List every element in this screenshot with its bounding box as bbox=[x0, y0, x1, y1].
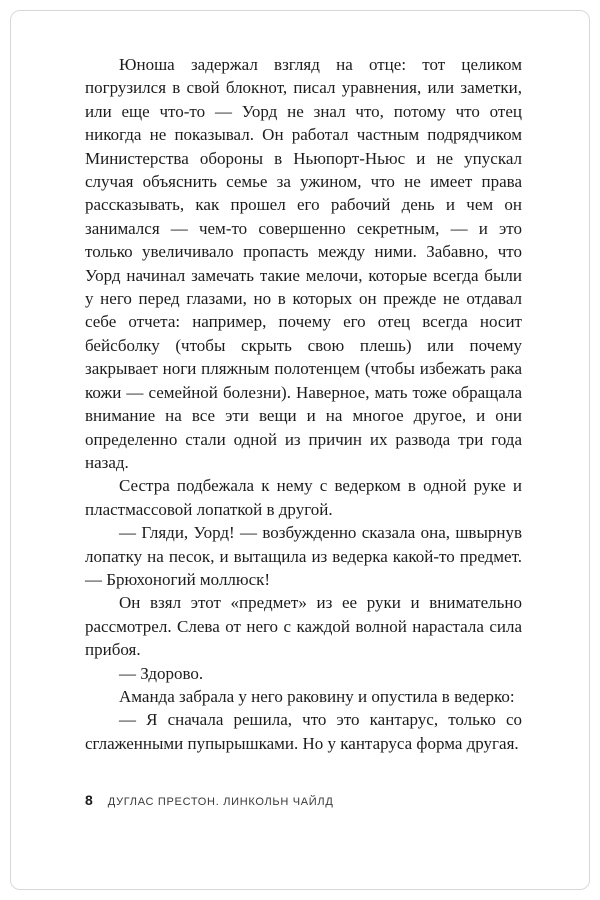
paragraph-dialogue: — Здорово. bbox=[119, 663, 204, 683]
text-column bbox=[85, 53, 522, 755]
running-title-authors: ДУГЛАС ПРЕСТОН. ЛИНКОЛЬН ЧАЙЛД bbox=[107, 796, 334, 808]
paragraph: Сестра подбежала к нему с ведерком в одной руке и пластмассовой лопаткой в другой. bbox=[85, 476, 522, 519]
paragraph: Аманда забрала у него раковину и опустила в ведерко: bbox=[119, 686, 515, 706]
paragraph: Он взял этот «предмет» из ее руки и внимательно рассмотрел. Слева от него с каждой волной нарастала сила прибоя. bbox=[85, 593, 522, 660]
paragraph-dialogue: — Гляди, Уорд! — возбужденно сказала она, швырнув лопатку на песок, и вытащила из ведерка какой-то предмет. — Брюхоногий моллюск! bbox=[85, 523, 522, 589]
paragraph: Юноша задержал взгляд на отце: тот целиком погрузился в свой блокнот, писал уравнения, или заметки, или еще что-то — Уорд не знал что, потому что отец никогда не показывал. Он работал частным подрядчиком Министерства обороны в Ньюпорт-Ньюс и не упускал случая объяснить семье за ужином, что не имеет права рассказывать, как прошел его рабочий день и чем он занимался — чем-то совершенно секретным, — и это только увеличивало пропасть между ними. Забавно, что Уорд начинал замечать такие мелочи, которые всегда были у него перед глазами, но в которых он прежде не отдавал себе отчета: например, почему его отец всегда носит бейсболку (чтобы скрыть свою плешь) или почему закрывает ноги пляжным полотенцем (чтобы избежать рака кожи — семейной болезни). Наверное, мать тоже обращала внимание на все эти вещи и на многое другое, и они определенно стали одной из причин их развода три года назад. bbox=[85, 55, 522, 472]
paragraph-dialogue: — Я сначала решила, что это кантарус, только со сглаженными пупырышками. Но у кантаруса форма другая. bbox=[85, 710, 522, 753]
page-footer bbox=[85, 792, 333, 808]
page-number: 8 bbox=[85, 792, 93, 808]
